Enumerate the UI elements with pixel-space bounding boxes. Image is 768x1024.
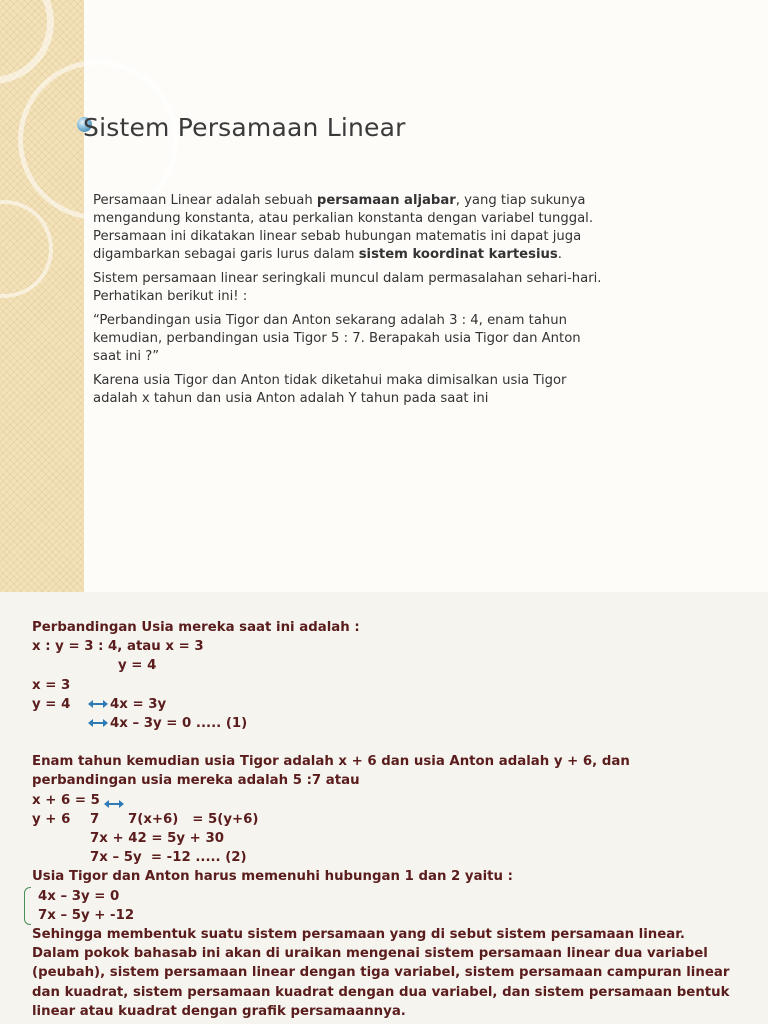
equation-text: 4x = 3y xyxy=(110,696,167,712)
system-equation-2: 7x – 5y + -12 xyxy=(38,907,135,923)
decorative-ring xyxy=(0,200,53,298)
bold-term: persamaan aljabar xyxy=(316,193,456,208)
text-run: Persamaan Linear adalah sebuah xyxy=(93,193,317,208)
fraction-denominator: y = 4 xyxy=(32,696,71,712)
text-run: . xyxy=(557,247,562,262)
fraction-numerator: x = 3 xyxy=(32,677,71,693)
double-arrow-icon xyxy=(88,718,108,728)
bold-term: sistem koordinat kartesius xyxy=(358,247,558,262)
definition-paragraph xyxy=(93,192,613,264)
relation-line: Usia Tigor dan Anton harus memenuhi hubungan 1 dan 2 yaitu : xyxy=(32,869,513,885)
fraction-denominator: y + 6 xyxy=(32,811,71,827)
system-equation-1: 4x – 3y = 0 xyxy=(38,888,120,904)
slide-title: Sistem Persamaan Linear xyxy=(83,113,406,142)
ratio-denominator xyxy=(32,656,732,675)
double-arrow-icon xyxy=(104,799,124,809)
heading-line: Perbandingan Usia mereka saat ini adalah : xyxy=(32,620,360,635)
solution-text xyxy=(32,618,732,1021)
equation-line xyxy=(32,829,732,848)
slide-2 xyxy=(0,592,768,1024)
equation-text: 7(x+6) = 5(y+6) xyxy=(128,811,259,827)
double-arrow-icon xyxy=(88,699,108,709)
fraction-numerator xyxy=(32,791,732,810)
equation-system xyxy=(32,887,732,925)
problem-quote: “Perbandingan usia Tigor dan Anton sekarang adalah 3 : 4, enam tahun kemudian, perbandingan usia Tigor 5 : 7. Berapakah usia Tigor dan Anton saat ini ?” xyxy=(93,313,581,364)
equation-text: 7x + 42 = 5y + 30 xyxy=(90,831,224,847)
fraction-denominator: 7 xyxy=(90,811,100,827)
equation-text: 7x – 5y = -12 ..... (2) xyxy=(90,850,247,866)
six-years-paragraph: Enam tahun kemudian usia Tigor adalah x + 6 dan usia Anton adalah y + 6, dan perbandingan usia mereka adalah 5 :7 atau xyxy=(32,754,630,789)
text-run: , yang tiap sukunya mengandung konstanta, atau perkalian konstanta dengan variabel tunggal. Persamaan ini dikatakan linear sebab hubungan matematis ini dapat juga digambarkan sebagai garis lurus dalam xyxy=(93,193,594,262)
conclusion-paragraph: Sehingga membentuk suatu sistem persamaan yang di sebut sistem persamaan linear. Dalam pokok bahasab ini akan di uraikan mengenai sistem persamaan linear dua variabel (peubah), sistem persamaan linear dengan tiga variabel, sistem persamaan campuran linear dan kuadrat, sistem persamaan kuadrat dengan dua variabel, dan sistem persamaan bentuk linear atau kuadrat dengan grafik persamaannya. xyxy=(32,927,730,1019)
spacer xyxy=(32,733,732,752)
intro-paragraph: Sistem persamaan linear seringkali muncul dalam permasalahan sehari-hari. Perhatikan berikut ini! : xyxy=(93,271,602,304)
ratio-line: x : y = 3 : 4, atau x = 3 xyxy=(32,639,204,655)
equation-line xyxy=(32,695,732,714)
equation-2-line xyxy=(32,848,732,867)
equation-text: x + 6 = 5 xyxy=(32,792,100,808)
slide-body xyxy=(93,192,613,414)
equation-text: y = 4 xyxy=(118,658,157,674)
equation-line xyxy=(32,810,732,829)
equation-1-line xyxy=(32,714,732,733)
decorative-side-strip xyxy=(0,0,84,592)
brace-icon xyxy=(24,887,31,925)
decorative-ring xyxy=(0,0,54,84)
assumption-paragraph: Karena usia Tigor dan Anton tidak diketahui maka dimisalkan usia Tigor adalah x tahun dan usia Anton adalah Y tahun pada saat ini xyxy=(93,373,567,406)
equation-text: 4x – 3y = 0 ..... (1) xyxy=(110,716,248,732)
